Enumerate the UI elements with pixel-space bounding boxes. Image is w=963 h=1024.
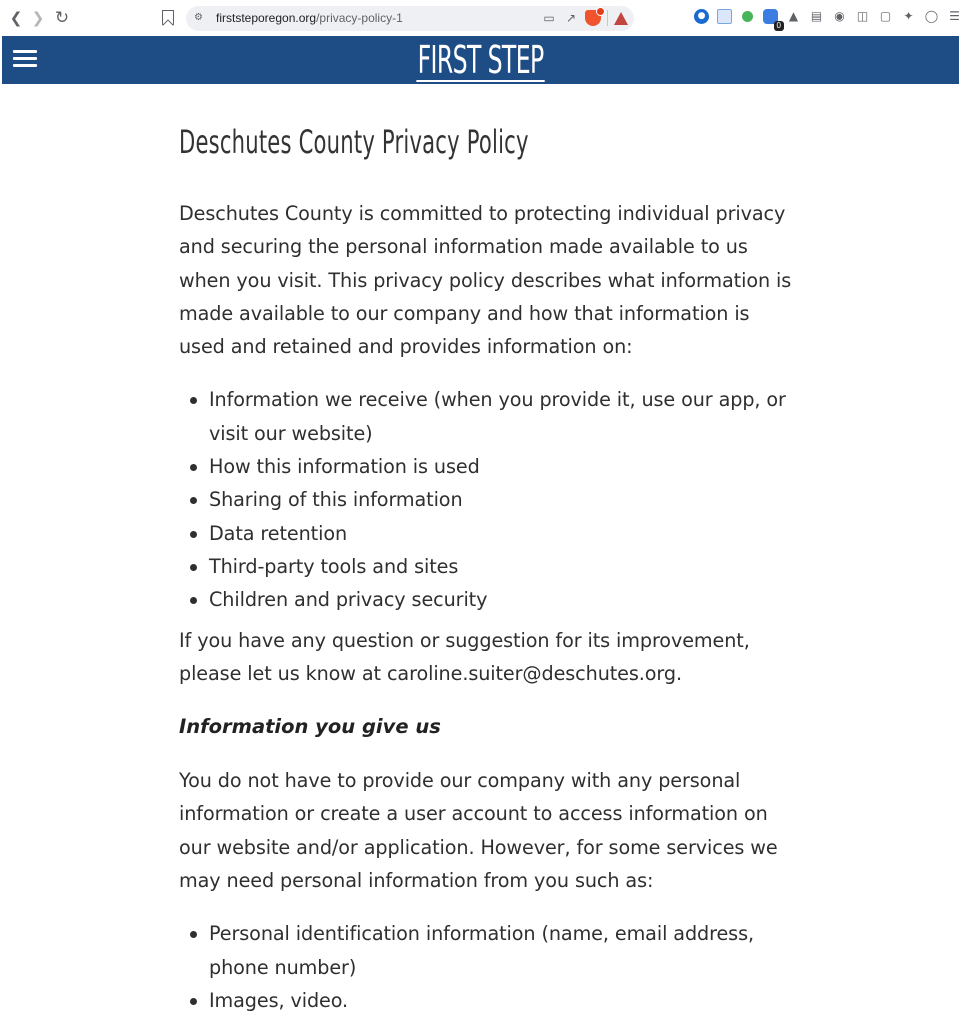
personal-info-list bbox=[179, 917, 801, 1017]
url-host: firststeporegon.org bbox=[216, 11, 317, 25]
list-item: Children and privacy security bbox=[179, 583, 801, 616]
url-path: /privacy-policy-1 bbox=[316, 11, 403, 25]
leo-ai-icon[interactable]: ✦ bbox=[903, 9, 914, 23]
site-info-icon[interactable]: ⚙ bbox=[194, 12, 203, 23]
list-item: Sharing of this information bbox=[179, 483, 801, 516]
shoe-extension-icon[interactable]: ▲ bbox=[788, 9, 799, 23]
address-bar[interactable] bbox=[186, 6, 634, 31]
trash-extension-icon[interactable]: ▤ bbox=[810, 9, 823, 23]
brave-shields-icon[interactable] bbox=[585, 10, 601, 26]
list-item: Personal identification information (name, email address, phone number) bbox=[179, 917, 801, 984]
section-heading: Information you give us bbox=[179, 715, 441, 739]
document-extension-icon[interactable] bbox=[717, 9, 732, 24]
password-manager-icon[interactable]: ● bbox=[694, 9, 709, 24]
logo-text: FIRST STEP bbox=[417, 38, 544, 82]
divider bbox=[607, 10, 608, 26]
list-item: Third-party tools and sites bbox=[179, 550, 801, 583]
site-header bbox=[2, 36, 959, 84]
section-paragraph: You do not have to provide our company with any personal information or create a user account to access information on our website and/or application. However, for some services we may need personal information from you such as: bbox=[179, 769, 778, 893]
shields-badge bbox=[596, 7, 605, 16]
list-item: How this information is used bbox=[179, 450, 801, 483]
cast-icon[interactable]: ▭ bbox=[543, 11, 555, 25]
list-item: Information we receive (when you provide it, use our app, or visit our website) bbox=[179, 383, 801, 450]
wallet-icon[interactable]: ▢ bbox=[879, 9, 892, 23]
vpn-shield-icon[interactable]: ◯ bbox=[924, 9, 939, 23]
bookmark-icon[interactable] bbox=[162, 10, 174, 25]
browser-toolbar bbox=[0, 0, 963, 36]
reload-icon[interactable]: ↻ bbox=[54, 8, 70, 28]
back-icon[interactable]: ❮ bbox=[9, 9, 23, 27]
sidebar-icon[interactable]: ◫ bbox=[856, 9, 869, 23]
intro-paragraph: Deschutes County is committed to protecting individual privacy and securing the personal information made available to us when you visit. This privacy policy describes what information is made available to our company and how that information is used and retained and provides information on: bbox=[179, 202, 792, 359]
green-extension-icon[interactable] bbox=[742, 11, 753, 22]
page-title: Deschutes County Privacy Policy bbox=[179, 123, 529, 161]
extensions-bar bbox=[694, 9, 962, 30]
blue-extension-icon[interactable] bbox=[763, 9, 781, 30]
share-icon[interactable]: ↗ bbox=[565, 11, 577, 25]
browser-menu-icon[interactable]: ☰ bbox=[949, 9, 960, 23]
forward-icon[interactable]: ❯ bbox=[31, 9, 45, 27]
puzzle-icon[interactable]: ◉ bbox=[834, 9, 845, 23]
contact-paragraph: If you have any question or suggestion for its improvement, please let us know at caroline.suiter@deschutes.org. bbox=[179, 628, 750, 685]
topics-list bbox=[179, 383, 801, 616]
list-item: Data retention bbox=[179, 517, 801, 550]
brave-rewards-icon[interactable] bbox=[614, 12, 628, 25]
main-content bbox=[179, 84, 801, 1017]
extension-badge: 0 bbox=[774, 21, 784, 31]
url-text[interactable] bbox=[216, 11, 403, 25]
list-item: Images, video. bbox=[179, 984, 801, 1017]
site-logo[interactable] bbox=[2, 38, 959, 82]
